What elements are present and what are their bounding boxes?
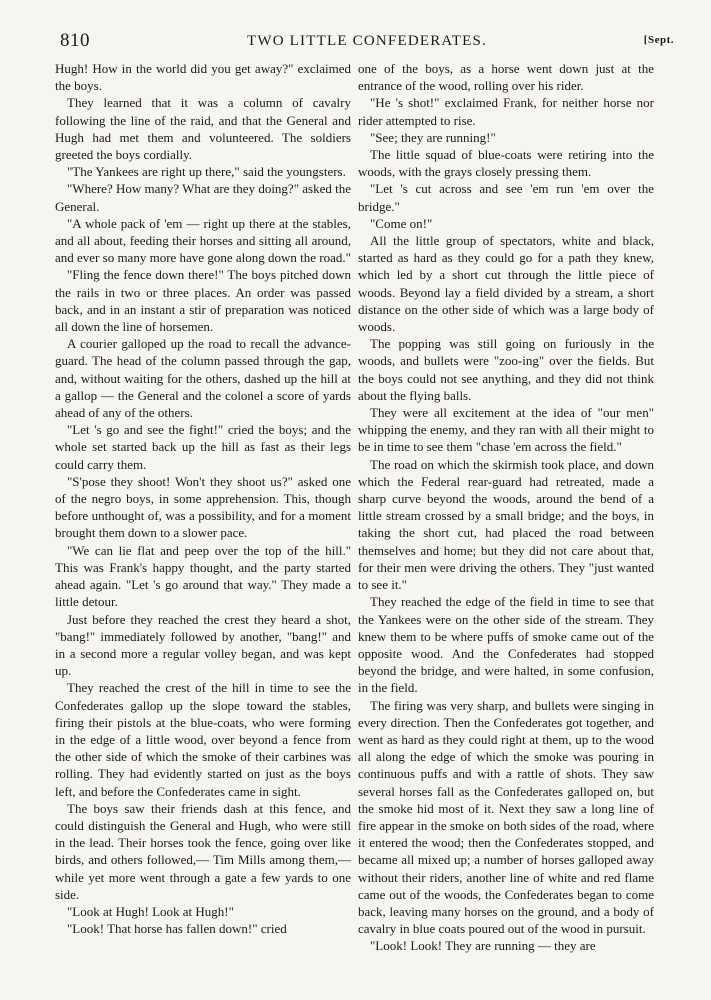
- paragraph: "S'pose they shoot! Won't they shoot us?" asked one of the negro boys, in some apprehension. This, though before unthought of, was a possibility, and for a moment brought them down to a slower pace.: [55, 473, 351, 541]
- left-column: [55, 60, 351, 937]
- paragraph: "Fling the fence down there!" The boys pitched down the rails in two or three places. An order was passed back, and in an instant a stir of preparation was noticed all down the line of horsemen.: [55, 267, 351, 335]
- paragraph: "Let 's go and see the fight!" cried the boys; and the whole set started back up the hill as fast as their legs could carry them.: [55, 422, 351, 472]
- paragraph: "Come on!": [370, 215, 433, 231]
- running-title: TWO LITTLE CONFEDERATES.: [246, 33, 488, 49]
- paragraph: "Look! That horse has fallen down!" cried: [67, 921, 287, 937]
- paragraph: "He 's shot!" exclaimed Frank, for neither horse nor rider attempted to rise.: [358, 95, 654, 128]
- paragraph: The little squad of blue-coats were retiring into the woods, with the grays closely pressing them.: [358, 147, 654, 180]
- paragraph: "The Yankees are right up there," said the youngsters.: [67, 164, 346, 180]
- running-month: [Sept.: [643, 34, 674, 46]
- paragraph: The boys saw their friends dash at this fence, and could distinguish the General and Hugh, who were still in the lead. Their horses took the fence, going over like birds, and others followed,— Tim Mills among them,— while yet more went through a gate a few yards to one side.: [55, 800, 351, 902]
- paragraph: Just before they reached the crest they heard a shot, "bang!" immediately followed by another, "bang!" and in a second more a regular volley began, and was kept up.: [55, 611, 351, 679]
- paragraph: "We can lie flat and peep over the top of the hill." This was Frank's happy thought, and the party started ahead again. "Let 's go around that way." They made a little detour.: [55, 542, 351, 610]
- paragraph: "Where? How many? What are they doing?" asked the General.: [55, 181, 351, 214]
- paragraph: The firing was very sharp, and bullets were singing in every direction. Then the Confederates got together, and went as hard as they could right at them, up to the wood all along the edge of which the smoke was pouring in continuous puffs and with a rattle of shots. They saw several horses fall as the Confederates galloped on, but the smoke hid most of it. Next they saw a long line of fire appear in the smoke on both sides of the road, where it entered the wood; then the Confederates stopped, and became all mixed up; a number of horses galloped away without their riders, another line of white and red flame came out of the woods, the Confederates began to come back, leaving many horses on the ground, and a body of cavalry in blue coats poured out of the wood in pursuit.: [358, 697, 654, 937]
- paragraph: They learned that it was a column of cavalry following the line of the raid, and that the General and Hugh had met them and volunteered. The soldiers greeted the boys cordially.: [55, 95, 351, 163]
- page-number: 810: [60, 30, 90, 51]
- paragraph: All the little group of spectators, white and black, started as hard as they could go for a path they knew, which led by a short cut through the little piece of woods. Beyond lay a field divided by a stream, a short distance on the other side of which was a large body of woods.: [358, 233, 654, 335]
- paragraph: They reached the edge of the field in time to see that the Yankees were on the other side of the stream. They knew them to be where puffs of smoke came out of the opposite wood. And the Confederates had stopped beyond the bridge, and were halted, in some confusion, in the field.: [358, 594, 654, 696]
- paragraph: The road on which the skirmish took place, and down which the Federal rear-guard had retreated, made a sharp curve beyond the woods, around the bend of a little stream crossed by a small bridge; and the boys, in taking the short cut, had placed the road between themselves and home; but they did not care about that, for their men were driving the others. They "just wanted to see it.": [358, 456, 654, 593]
- right-column: [358, 60, 654, 955]
- paragraph: A courier galloped up the road to recall the advance-guard. The head of the column passed through the gap, and, without waiting for the others, dashed up the hill at a gallop — the General and the colonel a score of yards ahead of any of the others.: [55, 336, 351, 421]
- paragraph: "Let 's cut across and see 'em run 'em over the bridge.": [358, 181, 654, 214]
- running-header: [60, 30, 674, 52]
- paragraph: "Look at Hugh! Look at Hugh!": [67, 903, 234, 919]
- paragraph: one of the boys, as a horse went down just at the entrance of the wood, rolling over his rider.: [358, 61, 654, 94]
- paragraph: Hugh! How in the world did you get away?" exclaimed the boys.: [55, 61, 351, 94]
- paragraph: The popping was still going on furiously in the woods, and bullets were "zoo-ing" over the fields. But the boys could not see anything, and they did not think about the flying balls.: [358, 336, 654, 403]
- paragraph: "A whole pack of 'em — right up there at the stables, and all about, feeding their horses and sitting all around, and ever so many more have gone along down the road.": [55, 215, 351, 266]
- paragraph: They were all excitement at the idea of "our men" whipping the enemy, and they ran with all their might to be in time to see them "chase 'em across the field.": [358, 405, 654, 455]
- paragraph: "Look! Look! They are running — they are: [370, 938, 596, 954]
- paragraph: They reached the crest of the hill in time to see the Confederates gallop up the slope toward the stables, firing their pistols at the blue-coats, who were forming in the edge of a little wood, over beyond a fence from the other side of which the smoke of their carbines was rolling. They had evidently started on just as the boys left, and before the Confederates came in sight.: [55, 680, 351, 799]
- paragraph: "See; they are running!": [370, 129, 496, 145]
